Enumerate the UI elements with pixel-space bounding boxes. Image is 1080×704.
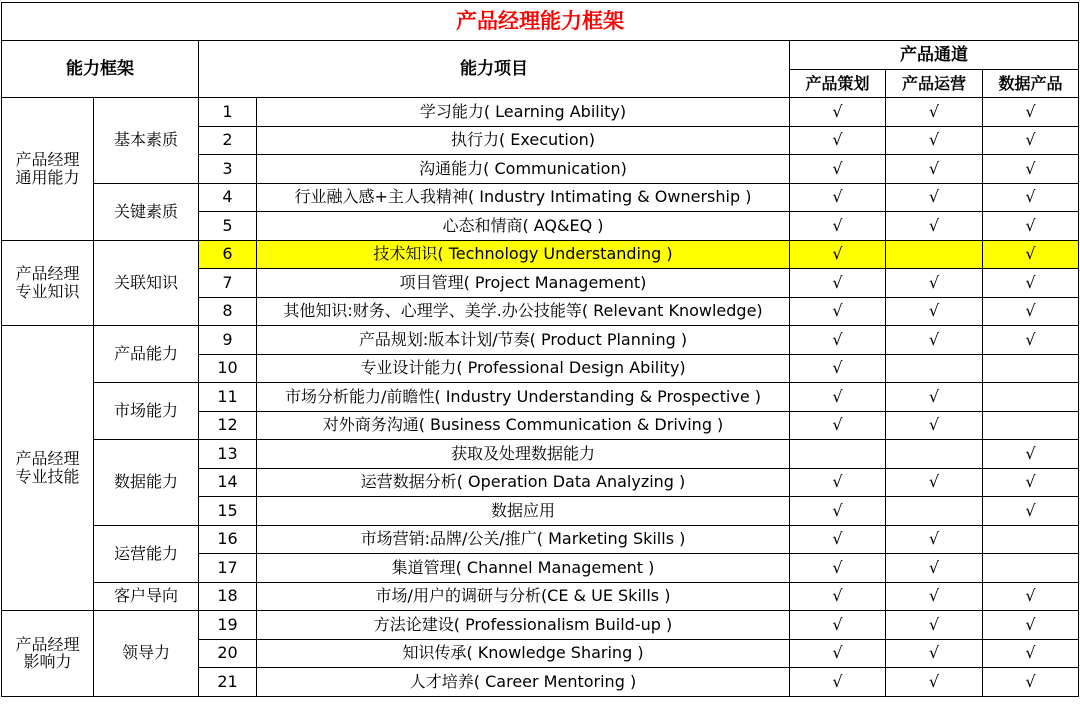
table-row <box>2 611 1079 640</box>
capability-item: 人才培养( Career Mentoring ) <box>257 668 790 697</box>
subgroup-label: 领导力 <box>94 611 199 697</box>
group-label: 产品经理 影响力 <box>2 611 94 697</box>
capability-item: 学习能力( Learning Ability) <box>257 98 790 127</box>
check-data-product: √ <box>983 126 1079 155</box>
row-number: 16 <box>199 525 257 554</box>
capability-item: 市场分析能力/前瞻性( Industry Understanding & Prospective ) <box>257 383 790 412</box>
check-data-product: √ <box>983 297 1079 326</box>
check-product-operation: √ <box>886 468 983 497</box>
subgroup-label: 产品能力 <box>94 326 199 383</box>
check-data-product: √ <box>983 269 1079 298</box>
row-number: 15 <box>199 497 257 526</box>
check-product-planning: √ <box>790 269 886 298</box>
check-product-operation: √ <box>886 611 983 640</box>
table-row <box>2 525 1079 554</box>
header-framework: 能力框架 <box>2 41 199 98</box>
row-number: 9 <box>199 326 257 355</box>
capability-item: 市场/用户的调研与分析(CE & UE Skills ) <box>257 582 790 611</box>
row-number: 17 <box>199 554 257 583</box>
check-data-product: √ <box>983 497 1079 526</box>
row-number: 7 <box>199 269 257 298</box>
check-product-planning: √ <box>790 582 886 611</box>
check-data-product: √ <box>983 639 1079 668</box>
row-number: 8 <box>199 297 257 326</box>
check-product-operation: √ <box>886 525 983 554</box>
check-product-planning: √ <box>790 183 886 212</box>
check-data-product: √ <box>983 155 1079 184</box>
check-product-operation: √ <box>886 411 983 440</box>
check-data-product <box>983 354 1079 383</box>
capability-item: 集道管理( Channel Management ) <box>257 554 790 583</box>
capability-item: 项目管理( Project Management) <box>257 269 790 298</box>
check-product-operation <box>886 440 983 469</box>
row-number: 19 <box>199 611 257 640</box>
row-number: 21 <box>199 668 257 697</box>
check-data-product <box>983 411 1079 440</box>
capability-item: 心态和情商( AQ&EQ ) <box>257 212 790 241</box>
check-product-planning: √ <box>790 525 886 554</box>
check-product-operation: √ <box>886 155 983 184</box>
capability-item: 技术知识( Technology Understanding ) <box>257 240 790 269</box>
capability-item: 沟通能力( Communication) <box>257 155 790 184</box>
header-items: 能力项目 <box>199 41 790 98</box>
check-product-operation: √ <box>886 297 983 326</box>
capability-table <box>1 2 1079 697</box>
check-data-product <box>983 383 1079 412</box>
header-product-planning: 产品策划 <box>790 70 886 98</box>
capability-item: 运营数据分析( Operation Data Analyzing ) <box>257 468 790 497</box>
check-product-planning: √ <box>790 497 886 526</box>
check-product-planning: √ <box>790 354 886 383</box>
check-data-product: √ <box>983 212 1079 241</box>
check-product-operation <box>886 497 983 526</box>
check-product-planning: √ <box>790 468 886 497</box>
capability-item: 市场营销:品牌/公关/推广( Marketing Skills ) <box>257 525 790 554</box>
check-product-planning <box>790 440 886 469</box>
header-product-operation: 产品运营 <box>886 70 983 98</box>
capability-item: 产品规划:版本计划/节奏( Product Planning ) <box>257 326 790 355</box>
check-product-operation: √ <box>886 269 983 298</box>
check-product-operation: √ <box>886 383 983 412</box>
check-product-operation: √ <box>886 183 983 212</box>
capability-item: 知识传承( Knowledge Sharing ) <box>257 639 790 668</box>
check-product-planning: √ <box>790 554 886 583</box>
check-data-product: √ <box>983 326 1079 355</box>
table-row <box>2 582 1079 611</box>
check-product-operation: √ <box>886 212 983 241</box>
row-number: 4 <box>199 183 257 212</box>
check-product-planning: √ <box>790 297 886 326</box>
check-product-planning: √ <box>790 98 886 127</box>
subgroup-label: 市场能力 <box>94 383 199 440</box>
group-label: 产品经理 通用能力 <box>2 98 94 241</box>
check-data-product: √ <box>983 582 1079 611</box>
check-product-operation <box>886 240 983 269</box>
check-data-product: √ <box>983 468 1079 497</box>
row-number: 2 <box>199 126 257 155</box>
check-product-planning: √ <box>790 639 886 668</box>
subgroup-label: 关联知识 <box>94 240 199 326</box>
check-product-operation: √ <box>886 326 983 355</box>
check-product-operation: √ <box>886 582 983 611</box>
row-number: 14 <box>199 468 257 497</box>
check-data-product: √ <box>983 183 1079 212</box>
check-product-planning: √ <box>790 155 886 184</box>
subgroup-label: 运营能力 <box>94 525 199 582</box>
check-product-planning: √ <box>790 126 886 155</box>
check-product-planning: √ <box>790 212 886 241</box>
subgroup-label: 数据能力 <box>94 440 199 526</box>
table-row <box>2 326 1079 355</box>
subgroup-label: 基本素质 <box>94 98 199 184</box>
check-data-product: √ <box>983 240 1079 269</box>
check-data-product <box>983 554 1079 583</box>
check-product-planning: √ <box>790 411 886 440</box>
check-data-product: √ <box>983 611 1079 640</box>
check-product-operation: √ <box>886 126 983 155</box>
table-row <box>2 440 1079 469</box>
check-product-planning: √ <box>790 240 886 269</box>
capability-item: 获取及处理数据能力 <box>257 440 790 469</box>
row-number: 18 <box>199 582 257 611</box>
capability-item: 专业设计能力( Professional Design Ability) <box>257 354 790 383</box>
check-data-product: √ <box>983 98 1079 127</box>
row-number: 6 <box>199 240 257 269</box>
check-product-operation: √ <box>886 554 983 583</box>
check-data-product <box>983 525 1079 554</box>
row-number: 3 <box>199 155 257 184</box>
capability-item: 方法论建设( Professionalism Build-up ) <box>257 611 790 640</box>
table-row <box>2 240 1079 269</box>
capability-item: 其他知识:财务、心理学、美学.办公技能等( Relevant Knowledge) <box>257 297 790 326</box>
check-data-product: √ <box>983 440 1079 469</box>
table-row <box>2 183 1079 212</box>
subgroup-label: 关键素质 <box>94 183 199 240</box>
check-product-operation: √ <box>886 98 983 127</box>
check-product-planning: √ <box>790 611 886 640</box>
check-data-product: √ <box>983 668 1079 697</box>
row-number: 12 <box>199 411 257 440</box>
table-title: 产品经理能力框架 <box>2 3 1079 41</box>
check-product-planning: √ <box>790 326 886 355</box>
check-product-operation <box>886 354 983 383</box>
check-product-operation: √ <box>886 639 983 668</box>
capability-item: 行业融入感+主人我精神( Industry Intimating & Ownership ) <box>257 183 790 212</box>
row-number: 11 <box>199 383 257 412</box>
subgroup-label: 客户导向 <box>94 582 199 611</box>
capability-item: 对外商务沟通( Business Communication & Driving ) <box>257 411 790 440</box>
row-number: 5 <box>199 212 257 241</box>
row-number: 10 <box>199 354 257 383</box>
table-row <box>2 383 1079 412</box>
check-product-planning: √ <box>790 668 886 697</box>
header-channel: 产品通道 <box>790 41 1079 70</box>
capability-item: 数据应用 <box>257 497 790 526</box>
check-product-planning: √ <box>790 383 886 412</box>
group-label: 产品经理 专业知识 <box>2 240 94 326</box>
table-row <box>2 98 1079 127</box>
row-number: 20 <box>199 639 257 668</box>
capability-item: 执行力( Execution) <box>257 126 790 155</box>
check-product-operation: √ <box>886 668 983 697</box>
row-number: 1 <box>199 98 257 127</box>
header-data-product: 数据产品 <box>983 70 1079 98</box>
row-number: 13 <box>199 440 257 469</box>
group-label: 产品经理 专业技能 <box>2 326 94 611</box>
